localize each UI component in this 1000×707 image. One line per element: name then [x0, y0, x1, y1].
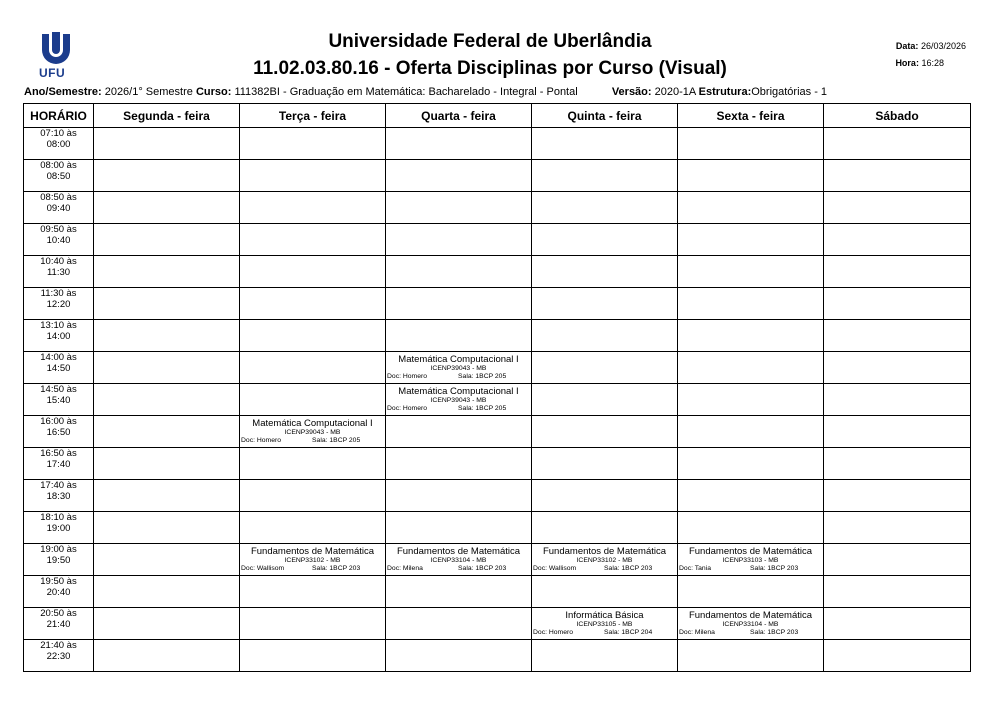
slot-end: 17:40	[46, 459, 71, 470]
class-name: Informática Básica	[565, 610, 644, 621]
schedule-cell-monday	[94, 320, 240, 352]
slot-start: 16:50 às	[40, 448, 77, 459]
slot-start: 13:10 às	[40, 320, 77, 331]
slot-end: 21:40	[46, 619, 71, 630]
schedule-cell-thursday	[532, 384, 678, 416]
time-slot-cell	[24, 192, 94, 224]
class-name: Fundamentos de Matemática	[688, 546, 813, 557]
schedule-cell-thursday	[532, 576, 678, 608]
schedule-cell-saturday	[824, 480, 971, 512]
time-slot-cell	[24, 224, 94, 256]
class-room: Sala: 1BCP 203	[458, 565, 507, 572]
table-row	[24, 544, 971, 576]
class-entry[interactable]	[386, 384, 531, 415]
slot-end: 09:40	[46, 203, 71, 214]
schedule-cell-wednesday	[386, 288, 532, 320]
class-entry[interactable]	[240, 416, 385, 447]
time-slot-cell	[24, 128, 94, 160]
time-slot-cell	[24, 448, 94, 480]
class-room: Sala: 1BCP 205	[312, 437, 361, 444]
column-header-saturday: Sábado	[824, 104, 971, 128]
table-row	[24, 512, 971, 544]
class-code: ICENP33104 - MB	[430, 557, 487, 564]
slot-start: 19:00 às	[40, 544, 77, 555]
course-label: Curso:	[195, 86, 232, 98]
schedule-cell-friday	[678, 288, 824, 320]
schedule-cell-friday	[678, 640, 824, 672]
class-room: Sala: 1BCP 205	[458, 373, 507, 380]
table-row	[24, 576, 971, 608]
schedule-cell-monday	[94, 544, 240, 576]
table-row	[24, 480, 971, 512]
schedule-cell-monday	[94, 576, 240, 608]
column-header-monday: Segunda - feira	[94, 104, 240, 128]
class-name: Fundamentos de Matemática	[250, 546, 375, 557]
schedule-cell-tuesday	[240, 576, 386, 608]
schedule-cell-thursday	[532, 448, 678, 480]
schedule-cell-thursday	[532, 224, 678, 256]
slot-start: 19:50 às	[40, 576, 77, 587]
slot-end: 15:40	[46, 395, 71, 406]
time-slot-cell	[24, 608, 94, 640]
slot-start: 20:50 às	[40, 608, 77, 619]
schedule-cell-friday	[678, 480, 824, 512]
class-name: Fundamentos de Matemática	[396, 546, 521, 557]
schedule-cell-tuesday	[240, 640, 386, 672]
column-header-time: HORÁRIO	[24, 104, 94, 128]
schedule-cell-wednesday	[386, 224, 532, 256]
course-info-line	[24, 86, 827, 98]
schedule-cell-saturday	[824, 512, 971, 544]
class-code: ICENP33102 - MB	[284, 557, 341, 564]
table-row	[24, 384, 971, 416]
schedule-cell-monday	[94, 608, 240, 640]
schedule-cell-thursday	[532, 544, 678, 576]
time-slot-cell	[24, 384, 94, 416]
class-code: ICENP39043 - MB	[430, 397, 487, 404]
time-slot-cell	[24, 320, 94, 352]
class-entry[interactable]	[386, 352, 531, 383]
schedule-cell-thursday	[532, 192, 678, 224]
schedule-cell-saturday	[824, 416, 971, 448]
schedule-cell-saturday	[824, 576, 971, 608]
semester-value: 2026/1° Semestre	[104, 86, 193, 98]
class-teacher: Doc: Homero	[533, 629, 574, 636]
schedule-cell-friday	[678, 576, 824, 608]
table-row	[24, 288, 971, 320]
time-slot-cell	[24, 288, 94, 320]
time-slot-cell	[24, 640, 94, 672]
schedule-cell-thursday	[532, 288, 678, 320]
class-code: ICENP33103 - MB	[722, 557, 779, 564]
schedule-cell-wednesday	[386, 416, 532, 448]
schedule-cell-saturday	[824, 448, 971, 480]
table-row	[24, 352, 971, 384]
class-teacher: Doc: Milena	[679, 629, 715, 636]
schedule-cell-tuesday	[240, 288, 386, 320]
slot-end: 18:30	[46, 491, 71, 502]
schedule-cell-wednesday	[386, 384, 532, 416]
schedule-cell-monday	[94, 384, 240, 416]
schedule-cell-saturday	[824, 224, 971, 256]
schedule-cell-tuesday	[240, 544, 386, 576]
table-row	[24, 256, 971, 288]
schedule-cell-friday	[678, 512, 824, 544]
table-row	[24, 224, 971, 256]
slot-end: 12:20	[46, 299, 71, 310]
class-name: Matemática Computacional I	[398, 386, 519, 397]
schedule-cell-friday	[678, 608, 824, 640]
class-entry[interactable]	[678, 544, 823, 575]
schedule-cell-friday	[678, 256, 824, 288]
schedule-cell-saturday	[824, 288, 971, 320]
table-row	[24, 320, 971, 352]
schedule-cell-monday	[94, 480, 240, 512]
class-code: ICENP33104 - MB	[722, 621, 779, 628]
course-value: 111382BI - Graduação em Matemática: Bacharelado - Integral - Pontal	[234, 86, 578, 98]
class-room: Sala: 1BCP 205	[458, 405, 507, 412]
slot-start: 17:40 às	[40, 480, 77, 491]
schedule-body	[24, 128, 971, 672]
slot-start: 18:10 às	[40, 512, 77, 523]
time-slot-cell	[24, 544, 94, 576]
slot-end: 19:50	[46, 555, 71, 566]
schedule-cell-tuesday	[240, 384, 386, 416]
schedule-cell-saturday	[824, 384, 971, 416]
schedule-cell-thursday	[532, 416, 678, 448]
schedule-cell-saturday	[824, 256, 971, 288]
time-slot-cell	[24, 416, 94, 448]
time-slot-cell	[24, 160, 94, 192]
time-slot-cell	[24, 352, 94, 384]
schedule-cell-monday	[94, 224, 240, 256]
schedule-cell-monday	[94, 128, 240, 160]
schedule-cell-thursday	[532, 640, 678, 672]
slot-end: 14:00	[46, 331, 71, 342]
schedule-cell-thursday	[532, 128, 678, 160]
schedule-cell-tuesday	[240, 192, 386, 224]
schedule-cell-saturday	[824, 320, 971, 352]
version-value: 2020-1A	[654, 86, 696, 98]
class-code: ICENP33105 - MB	[576, 621, 633, 628]
class-teacher: Doc: Wallisom	[241, 565, 285, 572]
print-time	[895, 58, 944, 68]
slot-start: 16:00 às	[40, 416, 77, 427]
schedule-cell-wednesday	[386, 608, 532, 640]
class-name: Fundamentos de Matemática	[688, 610, 813, 621]
schedule-cell-friday	[678, 192, 824, 224]
schedule-table	[23, 103, 971, 672]
slot-end: 20:40	[46, 587, 71, 598]
time-label: Hora:	[895, 58, 919, 68]
time-slot-cell	[24, 480, 94, 512]
slot-end: 10:40	[46, 235, 71, 246]
slot-start: 08:50 às	[40, 192, 77, 203]
schedule-cell-wednesday	[386, 448, 532, 480]
class-teacher: Doc: Homero	[387, 405, 428, 412]
table-row	[24, 608, 971, 640]
schedule-cell-tuesday	[240, 608, 386, 640]
table-row	[24, 160, 971, 192]
slot-end: 08:00	[46, 139, 71, 150]
schedule-cell-tuesday	[240, 128, 386, 160]
table-row	[24, 192, 971, 224]
schedule-cell-wednesday	[386, 160, 532, 192]
slot-end: 14:50	[46, 363, 71, 374]
schedule-cell-monday	[94, 352, 240, 384]
semester-label: Ano/Semestre:	[24, 86, 102, 98]
logo-text: UFU	[39, 66, 66, 80]
time-slot-cell	[24, 256, 94, 288]
class-teacher: Doc: Homero	[387, 373, 428, 380]
schedule-cell-friday	[678, 544, 824, 576]
schedule-cell-monday	[94, 192, 240, 224]
slot-start: 09:50 às	[40, 224, 77, 235]
class-room: Sala: 1BCP 203	[750, 629, 799, 636]
column-header-wednesday: Quarta - feira	[386, 104, 532, 128]
schedule-cell-friday	[678, 448, 824, 480]
class-name: Matemática Computacional I	[252, 418, 373, 429]
class-entry[interactable]	[532, 608, 677, 639]
schedule-cell-wednesday	[386, 192, 532, 224]
schedule-cell-monday	[94, 256, 240, 288]
schedule-cell-wednesday	[386, 544, 532, 576]
column-header-tuesday: Terça - feira	[240, 104, 386, 128]
date-label: Data:	[895, 41, 919, 51]
class-code: ICENP33102 - MB	[576, 557, 633, 564]
class-room: Sala: 1BCP 204	[604, 629, 653, 636]
schedule-cell-wednesday	[386, 320, 532, 352]
class-entry[interactable]	[386, 544, 531, 575]
schedule-cell-monday	[94, 512, 240, 544]
print-date	[896, 41, 966, 51]
schedule-cell-wednesday	[386, 512, 532, 544]
class-name: Fundamentos de Matemática	[542, 546, 667, 557]
schedule-cell-tuesday	[240, 448, 386, 480]
structure-value: Obrigatórias - 1	[751, 86, 828, 98]
schedule-cell-friday	[678, 352, 824, 384]
schedule-cell-tuesday	[240, 416, 386, 448]
schedule-cell-saturday	[824, 608, 971, 640]
date-value: 26/03/2026	[920, 41, 966, 51]
schedule-cell-thursday	[532, 256, 678, 288]
slot-end: 08:50	[46, 171, 71, 182]
header-row	[24, 104, 971, 128]
schedule-cell-wednesday	[386, 576, 532, 608]
schedule-cell-tuesday	[240, 352, 386, 384]
slot-start: 11:30 às	[40, 288, 77, 299]
schedule-cell-thursday	[532, 480, 678, 512]
time-slot-cell	[24, 512, 94, 544]
schedule-cell-tuesday	[240, 256, 386, 288]
class-room: Sala: 1BCP 203	[604, 565, 653, 572]
schedule-cell-thursday	[532, 512, 678, 544]
schedule-cell-thursday	[532, 320, 678, 352]
slot-end: 11:30	[46, 267, 71, 278]
schedule-cell-saturday	[824, 128, 971, 160]
schedule-cell-monday	[94, 640, 240, 672]
schedule-cell-wednesday	[386, 256, 532, 288]
slot-end: 22:30	[46, 651, 71, 662]
table-row	[24, 416, 971, 448]
schedule-cell-friday	[678, 416, 824, 448]
class-name: Matemática Computacional I	[398, 354, 519, 365]
schedule-cell-thursday	[532, 608, 678, 640]
schedule-cell-tuesday	[240, 160, 386, 192]
slot-start: 14:50 às	[40, 384, 77, 395]
class-teacher: Doc: Homero	[241, 437, 282, 444]
schedule-cell-tuesday	[240, 320, 386, 352]
schedule-cell-friday	[678, 128, 824, 160]
slot-start: 14:00 às	[40, 352, 77, 363]
slot-start: 21:40 às	[40, 640, 77, 651]
schedule-cell-tuesday	[240, 512, 386, 544]
schedule-cell-thursday	[532, 160, 678, 192]
slot-start: 08:00 às	[40, 160, 77, 171]
table-row	[24, 128, 971, 160]
class-code: ICENP39043 - MB	[284, 429, 341, 436]
schedule-cell-tuesday	[240, 480, 386, 512]
schedule-cell-saturday	[824, 352, 971, 384]
class-entry[interactable]	[678, 608, 823, 639]
schedule-cell-friday	[678, 160, 824, 192]
schedule-cell-wednesday	[386, 640, 532, 672]
schedule-cell-thursday	[532, 352, 678, 384]
schedule-cell-friday	[678, 320, 824, 352]
structure-label: Estrutura:	[698, 86, 752, 98]
table-row	[24, 448, 971, 480]
schedule-cell-saturday	[824, 640, 971, 672]
class-entry[interactable]	[240, 544, 385, 575]
schedule-cell-saturday	[824, 160, 971, 192]
schedule-cell-saturday	[824, 192, 971, 224]
class-room: Sala: 1BCP 203	[750, 565, 799, 572]
schedule-cell-wednesday	[386, 128, 532, 160]
time-slot-cell	[24, 576, 94, 608]
report-title: 11.02.03.80.16 - Oferta Disciplinas por Curso (Visual)	[253, 58, 727, 79]
class-room: Sala: 1BCP 203	[312, 565, 361, 572]
schedule-cell-tuesday	[240, 224, 386, 256]
time-value: 16:28	[921, 58, 944, 68]
class-teacher: Doc: Milena	[387, 565, 423, 572]
schedule-cell-monday	[94, 448, 240, 480]
version-label: Versão:	[611, 86, 652, 98]
class-code: ICENP39043 - MB	[430, 365, 487, 372]
schedule-cell-monday	[94, 288, 240, 320]
slot-start: 07:10 às	[40, 128, 77, 139]
schedule-cell-monday	[94, 160, 240, 192]
slot-end: 16:50	[46, 427, 71, 438]
class-teacher: Doc: Tania	[679, 565, 711, 572]
schedule-cell-friday	[678, 384, 824, 416]
schedule-cell-friday	[678, 224, 824, 256]
slot-end: 19:00	[46, 523, 71, 534]
schedule-cell-wednesday	[386, 480, 532, 512]
schedule-cell-monday	[94, 416, 240, 448]
class-entry[interactable]	[532, 544, 677, 575]
university-title: Universidade Federal de Uberlândia	[328, 31, 652, 52]
slot-start: 10:40 às	[40, 256, 77, 267]
class-teacher: Doc: Wallisom	[533, 565, 577, 572]
column-header-friday: Sexta - feira	[678, 104, 824, 128]
schedule-cell-saturday	[824, 544, 971, 576]
column-header-thursday: Quinta - feira	[532, 104, 678, 128]
table-row	[24, 640, 971, 672]
schedule-cell-wednesday	[386, 352, 532, 384]
